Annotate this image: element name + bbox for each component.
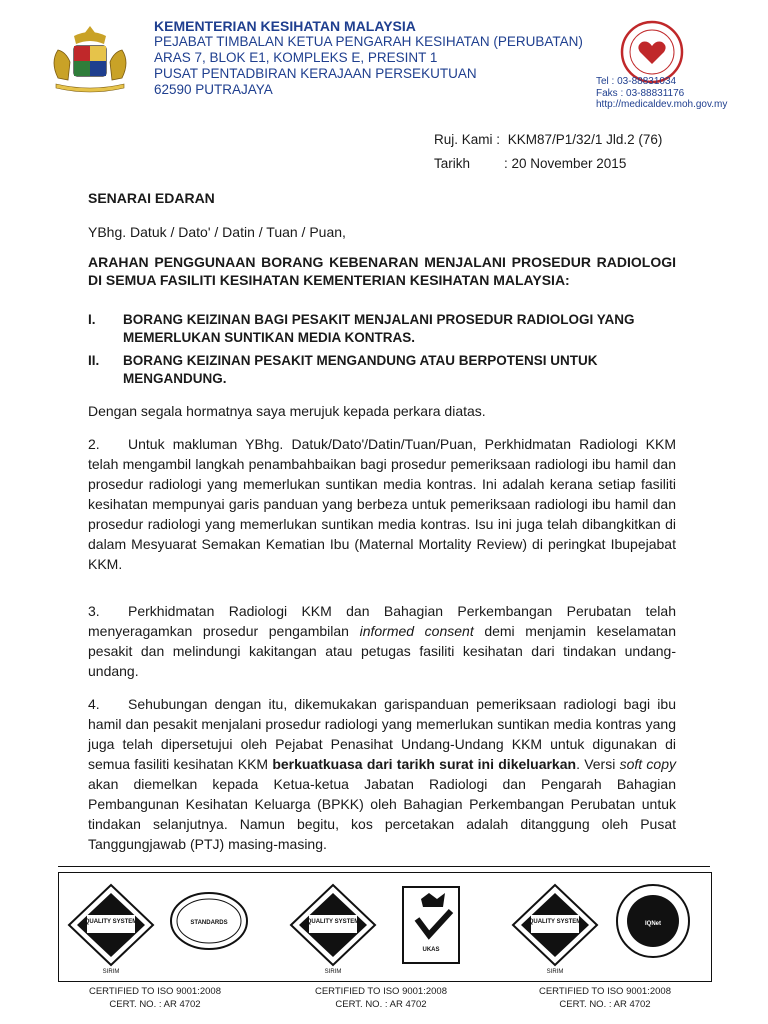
certificate-number: CERT. NO. : AR 4702 [335,999,427,1010]
quality-system-label: QUALITY SYSTEM [84,919,138,925]
ministry-name: KEMENTERIAN KESIHATAN MALAYSIA [154,18,416,34]
sirim-label: SIRIM [546,969,564,975]
list-text: BORANG KEIZINAN BAGI PESAKIT MENJALANI PROSEDUR RADIOLOGI YANG MEMERLUKAN SUNTIKAN MEDIA KONTRAS. [123,312,635,345]
paragraph-number: 4. [88,696,100,712]
paragraph-2 [88,434,676,574]
certification-footer [58,872,712,1010]
intro-paragraph: Dengan segala hormatnya saya merujuk kepada perkara diatas. [88,403,486,419]
letterhead [154,18,594,98]
iqnet-label: IQNet [644,921,662,927]
italic-term: informed consent [359,623,474,639]
italic-term: soft copy [619,756,676,772]
iso-certification: CERTIFIED TO ISO 9001:2008 [538,986,671,997]
subject: ARAHAN PENGGUNAAN BORANG KEBENARAN MENJALANI PROSEDUR RADIOLOGI DI SEMUA FASILITI KESIHATAN KEMENTERIAN KESIHATAN MALAYSIA: [88,254,676,288]
paragraph-text: Perkhidmatan Radiologi KKM dan Bahagian Perkembangan Perubatan telah menyeragamkan prosedur pengambilan [88,603,676,639]
address-line: 62590 PUTRAJAYA [154,82,273,97]
sirim-standards-logo [63,879,263,975]
sirim-ukas-logo [285,879,485,975]
list-number: I. [88,312,96,327]
list-text: BORANG KEIZINAN PESAKIT MENGANDUNG ATAU BERPOTENSI UNTUK MENGANDUNG. [123,353,598,386]
sirim-iqnet-logo [507,879,707,975]
footer-rule [58,866,710,867]
address-line: ARAS 7, BLOK E1, KOMPLEKS E, PRESINT 1 [154,50,438,65]
iso-certification: CERTIFIED TO ISO 9001:2008 [314,986,447,997]
website-link[interactable]: http://medicaldev.moh.gov.my [596,99,728,110]
paragraph-3 [88,601,676,681]
certificate-number: CERT. NO. : AR 4702 [109,999,201,1010]
subject-list [88,311,676,393]
ukas-label: UKAS [422,947,440,953]
date-value: : 20 November 2015 [504,156,627,171]
certification-caption [291,985,471,1011]
paragraph-text: akan diemelkan kepada Ketua-ketua Jabatan Radiologi dan Pengarah Bahagian Pembangunan Kesihatan Keluarga (BPKK) oleh Bahagian Perkembangan Perubatan untuk tindakan selanjutnya. Namun begitu, kos percetakan adalah ditanggung oleh Pusat Tanggungjawab (PTJ) masing-masing. [88,776,676,852]
paragraph-text: demi menjamin keselamatan pesakit dan melindungi kakitangan atau petugas fasiliti kesihatan dari tindakan undang-undang. [88,623,676,679]
date-label: Tarikh [434,156,471,171]
salutation: YBhg. Datuk / Dato' / Datin / Tuan / Puan, [88,224,346,240]
paragraph-text: Untuk makluman YBhg. Datuk/Dato'/Datin/Tuan/Puan, Perkhidmatan Radiologi KKM telah mengambil langkah penambahbaikan bagi prosedur pemeriksaan radiologi ibu hamil dan prosedur radiologi yang memerlukan suntikan media kontras. Ini adalah kerana setiap fasiliti kesihatan mempunyai garis panduan yang berbeza untuk pemeriksaan radiologi ibu hamil dan prosedur radiologi yang memerlukan suntikan media kontras. Isu ini juga telah dibangkitkan di dalam Mesyuarat Semakan Kematian Ibu (Maternal Mortality Review) di peringkat Ibupejabat KKM. [88,436,676,572]
contact-info [596,76,768,111]
sirim-label: SIRIM [102,969,120,975]
list-item [88,352,676,387]
ref-value: KKM87/P1/32/1 Jld.2 (76) [507,132,663,147]
coat-of-arms-logo [44,22,136,94]
fax: Faks : 03-88831176 [596,87,685,99]
list-item [88,311,676,346]
sirim-label: SIRIM [324,969,342,975]
list-number: II. [88,353,100,368]
quality-system-label: QUALITY SYSTEM [306,919,360,925]
paragraph-number: 3. [88,603,100,619]
address-line: PUSAT PENTADBIRAN KERAJAAN PERSEKUTUAN [154,66,477,81]
ref-label: Ruj. Kami : [434,132,501,147]
distribution-heading: SENARAI EDARAN [88,190,215,206]
quality-system-label: QUALITY SYSTEM [528,919,582,925]
standards-label: STANDARDS [190,920,228,926]
telephone: Tel : 03-88831034 [596,76,677,87]
paragraph-text: Sehubungan dengan itu, dikemukakan garispanduan pemeriksaan radiologi bagi ibu hamil dan pesakit menjalani prosedur radiologi yang memerlukan suntikan media kontras yang juga telah dipersetujui oleh Pejabat Penasihat Undang-Undang KKM untuk digunakan di semua fasiliti kesihatan KKM [88,696,676,772]
paragraph-number: 2. [88,436,100,452]
certificate-number: CERT. NO. : AR 4702 [559,999,651,1010]
paragraph-4 [88,694,676,854]
paragraph-text: . Versi [576,756,620,772]
certification-caption [515,985,695,1011]
certification-caption [65,985,245,1011]
iso-certification: CERTIFIED TO ISO 9001:2008 [88,986,221,997]
bold-emphasis: berkuatkuasa dari tarikh surat ini dikeluarkan [272,756,577,772]
reference-block [434,128,662,176]
address-line: PEJABAT TIMBALAN KETUA PENGARAH KESIHATAN (PERUBATAN) [154,34,583,49]
